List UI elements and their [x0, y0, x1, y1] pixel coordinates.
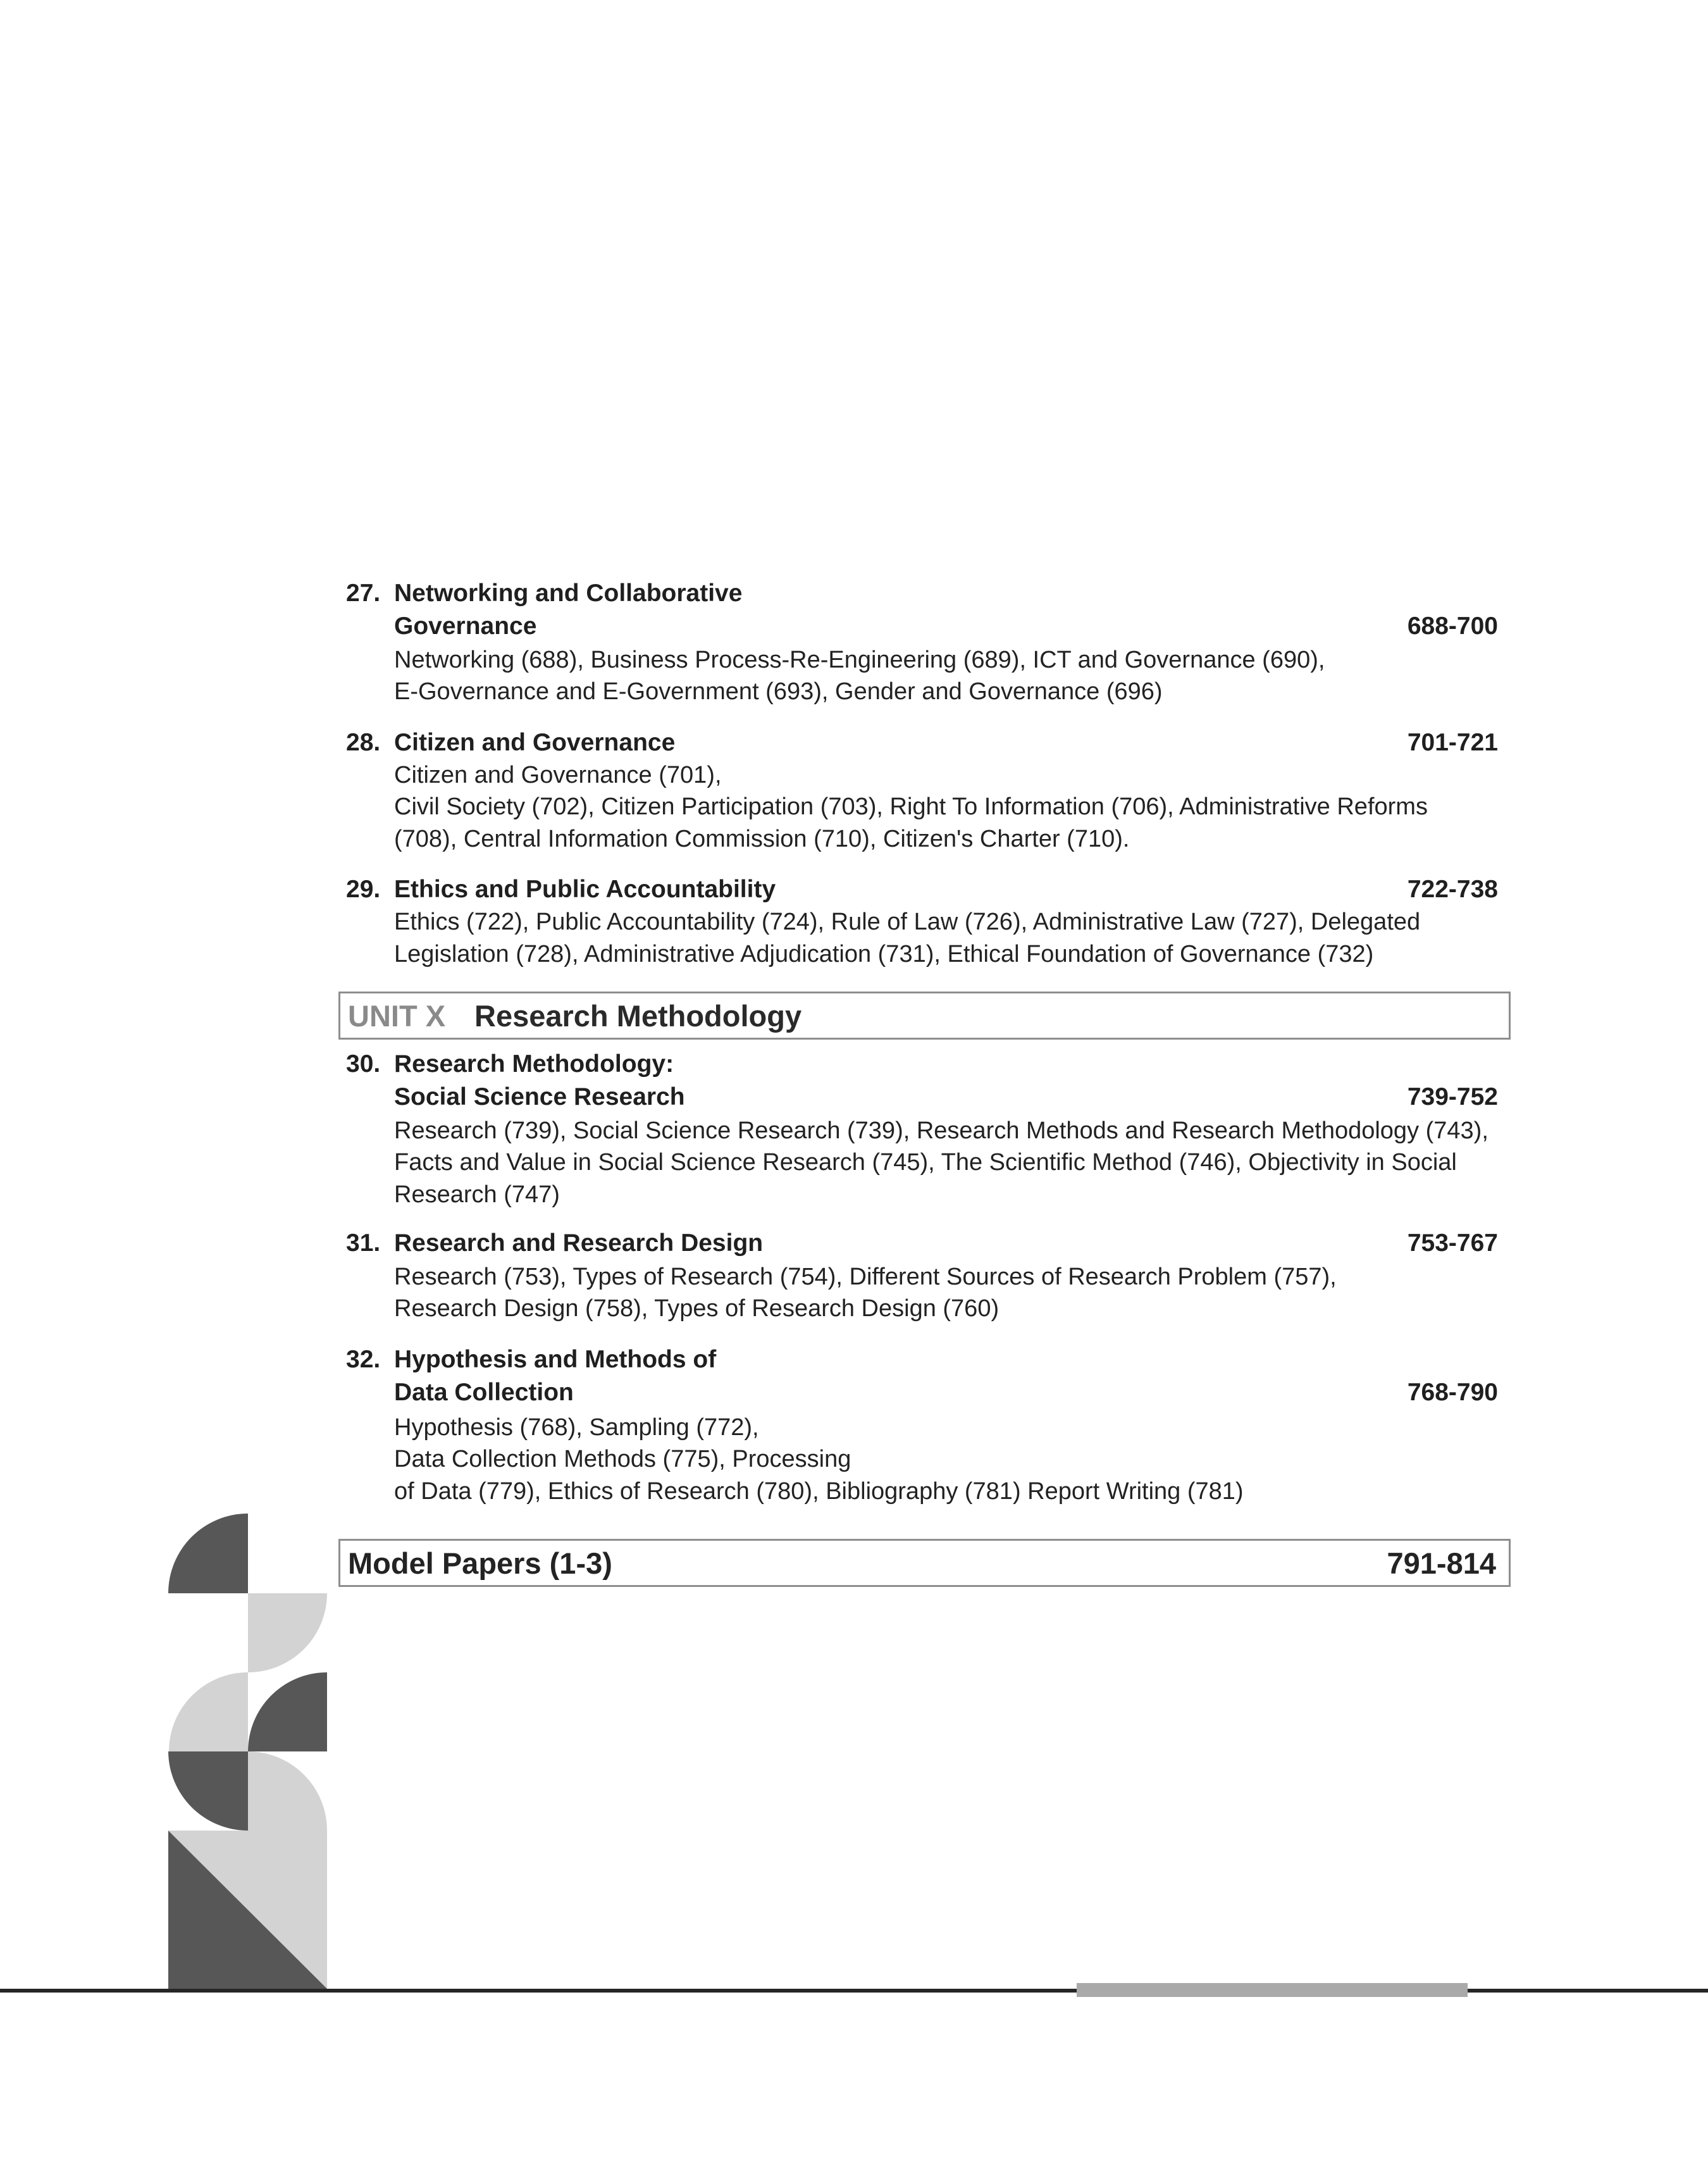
- entry-pages: 688-700: [1407, 613, 1498, 640]
- quarter-circle-light-lower-shape: [248, 1751, 327, 1831]
- quarter-circle-dark-shape: [168, 1514, 248, 1593]
- entry-pages: 739-752: [1407, 1083, 1498, 1110]
- entry-desc-line-1: Research (753), Types of Research (754), Different Sources of Research Problem (757),: [394, 1264, 1337, 1290]
- entry-number: 30.: [346, 1050, 381, 1078]
- entry-desc-line-1: Citizen and Governance (701),: [394, 762, 722, 788]
- entry-pages: 722-738: [1407, 876, 1498, 903]
- entry-title-line-1: Citizen and Governance: [394, 729, 676, 756]
- bottom-rule-accent: [1077, 1983, 1468, 1997]
- quarter-circle-light-shape: [248, 1593, 327, 1672]
- entry-title-line-2: Governance: [394, 613, 537, 640]
- leaf-dark-shape: [248, 1672, 327, 1751]
- entry-desc-line-3: of Data (779), Ethics of Research (780), Bibliography (781) Report Writing (781): [394, 1478, 1244, 1505]
- entry-title-line-1: Research Methodology:: [394, 1050, 674, 1078]
- entry-number: 28.: [346, 729, 381, 756]
- quarter-circle-dark-lower-shape: [168, 1751, 248, 1831]
- entry-title-line-1: Research and Research Design: [394, 1229, 764, 1257]
- model-papers-pages: 791-814: [1387, 1546, 1496, 1580]
- model-papers-label: Model Papers (1-3): [348, 1546, 612, 1580]
- entry-title-line-1: Ethics and Public Accountability: [394, 876, 776, 903]
- entry-desc-line-3: Research (747): [394, 1181, 560, 1208]
- entry-pages: 753-767: [1407, 1229, 1498, 1257]
- entry-desc-line-2: Data Collection Methods (775), Processing: [394, 1446, 851, 1472]
- entry-desc-line-2: E-Governance and E-Government (693), Gender and Governance (696): [394, 678, 1163, 705]
- entry-desc-line-1: Research (739), Social Science Research (739), Research Methods and Research Methodology (743),: [394, 1117, 1488, 1144]
- entry-desc-line-2: Legislation (728), Administrative Adjudication (731), Ethical Foundation of Governance (732): [394, 941, 1374, 967]
- unit-title: Research Methodology: [474, 999, 802, 1033]
- entry-pages: 768-790: [1407, 1379, 1498, 1406]
- entry-desc-line-1: Hypothesis (768), Sampling (772),: [394, 1414, 759, 1441]
- entry-desc-line-2: Facts and Value in Social Science Research (745), The Scientific Method (746), Objectivity in Social: [394, 1149, 1457, 1176]
- unit-label: UNIT X: [348, 999, 446, 1033]
- entry-number: 27.: [346, 580, 381, 607]
- entry-title-line-2: Social Science Research: [394, 1083, 685, 1110]
- entry-number: 31.: [346, 1229, 381, 1257]
- entry-title-line-1: Networking and Collaborative: [394, 580, 743, 607]
- entry-number: 29.: [346, 876, 381, 903]
- entry-desc-line-1: Ethics (722), Public Accountability (724), Rule of Law (726), Administrative Law (727), Delegated: [394, 909, 1421, 935]
- leaf-light-shape: [169, 1672, 248, 1751]
- entry-desc-line-2: Research Design (758), Types of Research Design (760): [394, 1295, 999, 1322]
- entry-desc-line-1: Networking (688), Business Process-Re-Engineering (689), ICT and Governance (690),: [394, 647, 1325, 673]
- entry-number: 32.: [346, 1346, 381, 1373]
- entry-desc-line-3: (708), Central Information Commission (710), Citizen's Charter (710).: [394, 826, 1130, 852]
- entry-title-line-1: Hypothesis and Methods of: [394, 1346, 717, 1373]
- entry-desc-line-2: Civil Society (702), Citizen Participation (703), Right To Information (706), Administrative Reforms: [394, 793, 1428, 820]
- entry-pages: 701-721: [1407, 729, 1498, 756]
- entry-title-line-2: Data Collection: [394, 1379, 574, 1406]
